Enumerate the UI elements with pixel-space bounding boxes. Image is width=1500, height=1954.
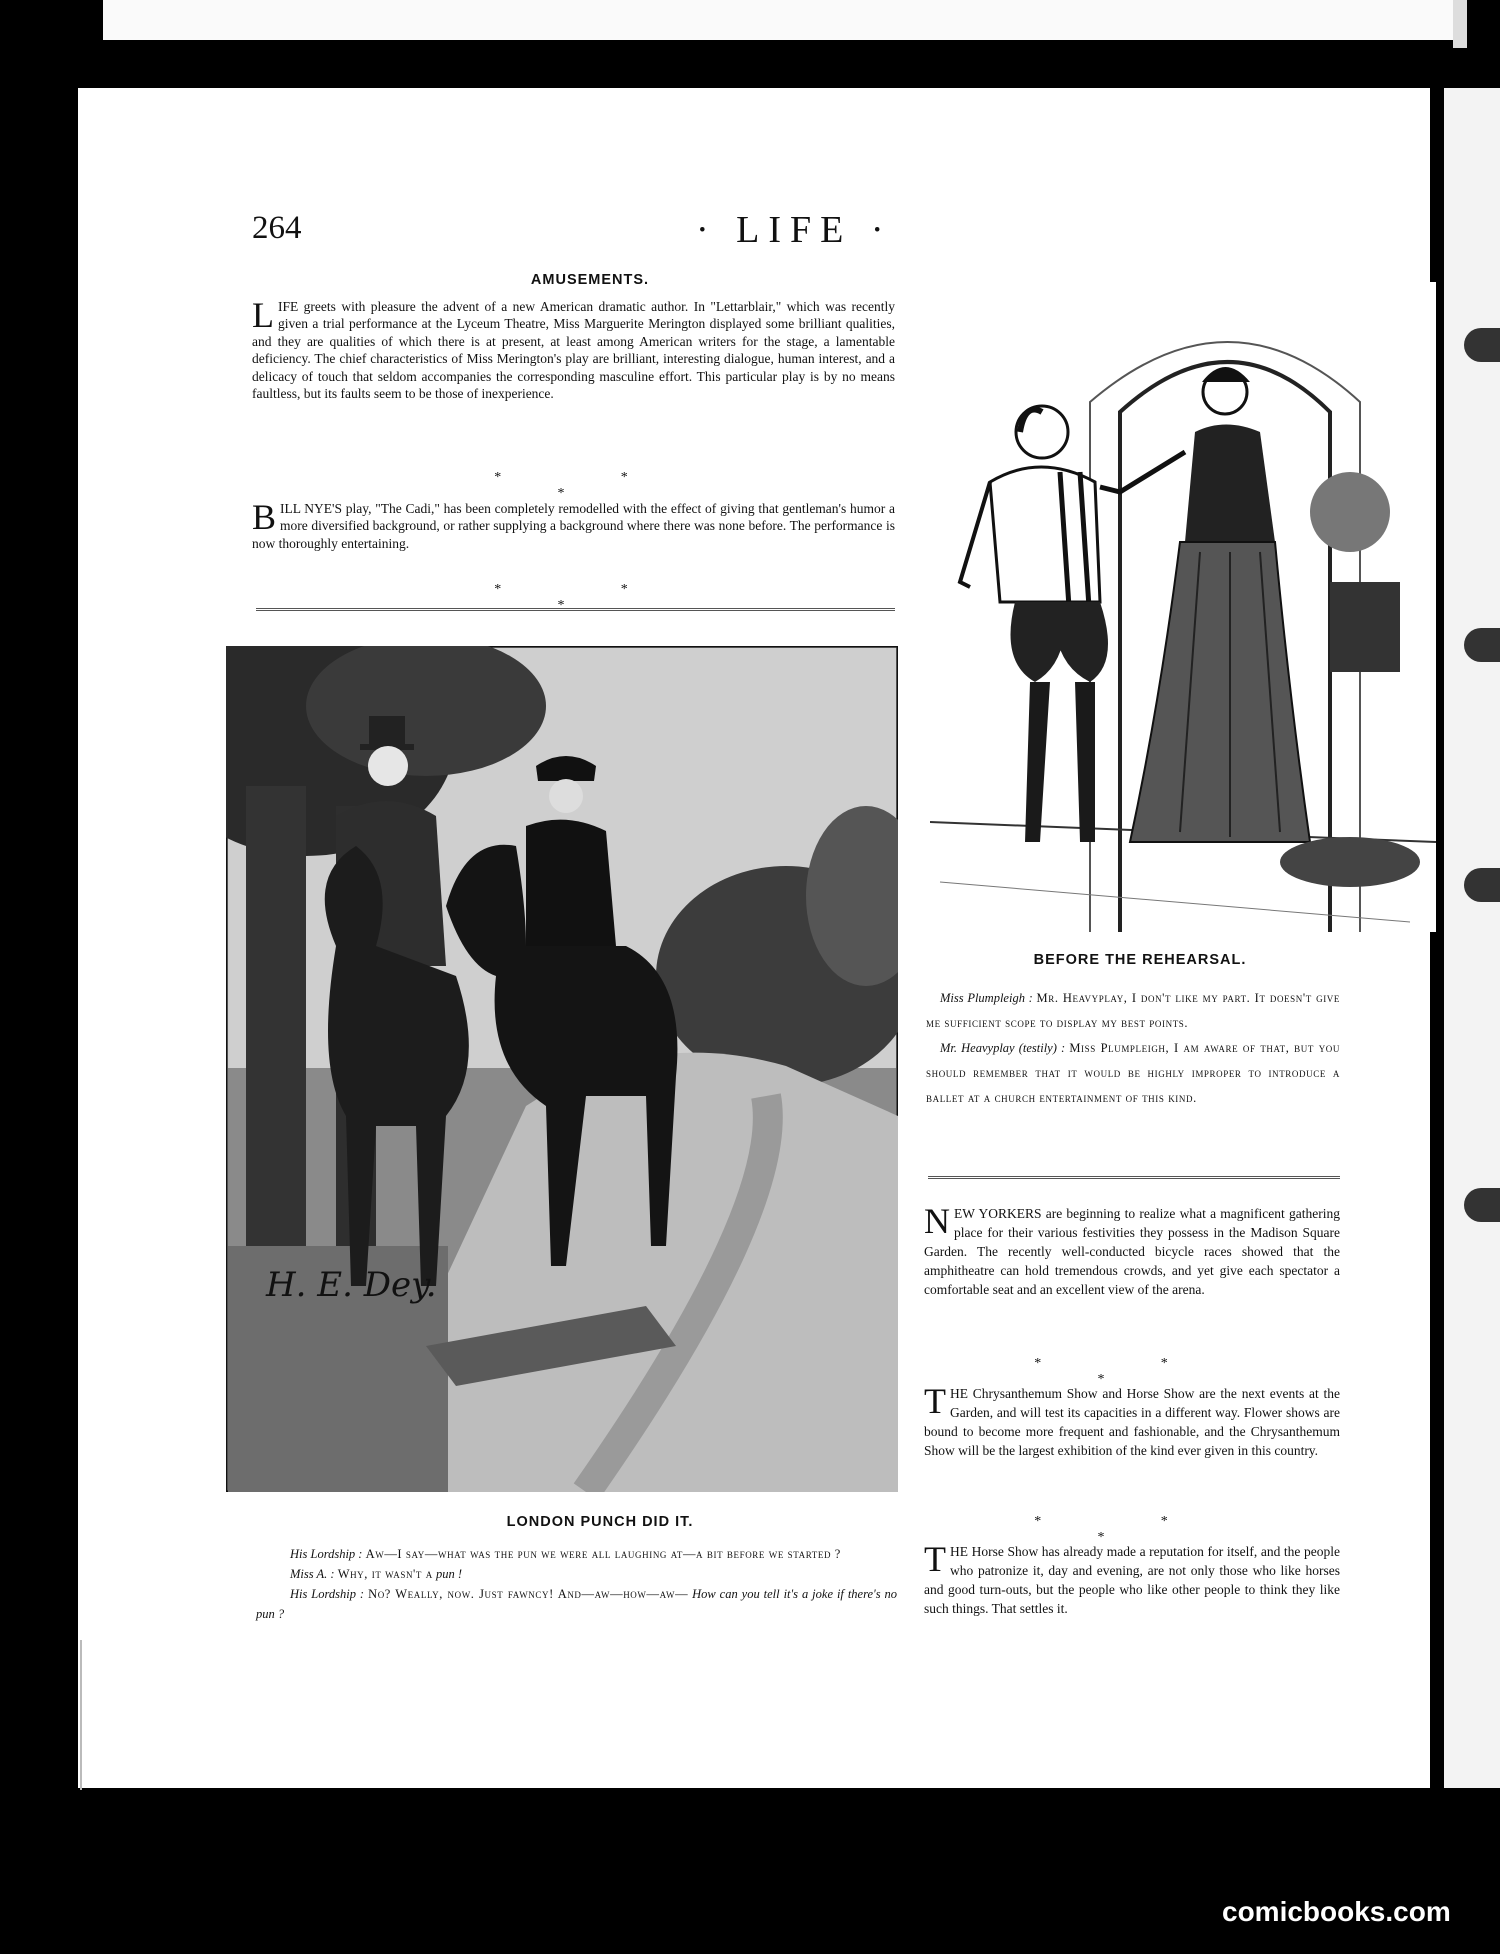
next-page-edge [1444, 88, 1500, 1788]
previous-page-shadow [1453, 0, 1467, 48]
amusements-paragraph-2 [252, 497, 895, 552]
dialogue-line [256, 1544, 897, 1564]
dialogue-speaker: His Lordship : [290, 1587, 365, 1601]
left-cartoon-dialogue [256, 1544, 897, 1624]
dialogue-text: Why, it wasn't a [337, 1567, 433, 1581]
drop-cap: N [924, 1201, 950, 1241]
garden-paragraph-3 [924, 1539, 1340, 1618]
page-number: 264 [252, 210, 302, 246]
paragraph-text: HE Chrysanthemum Show and Horse Show are the next events at the Garden, and will test its capacities in a different way. Flower shows are bound to become more frequent and fashionable, and the Chrysanthemum Show will be the largest exhibition of the kind ever given in this country. [924, 1386, 1340, 1458]
section-separator: * * * [494, 470, 686, 501]
paragraph-text: ILL NYE'S play, "The Cadi," has been completely remodelled with the effect of giving that gentleman's humor a more diversified background, or rather supplying a background where there was none before. The performance is now thoroughly entertaining. [252, 501, 895, 551]
column-rule [256, 608, 895, 611]
paragraph-text: IFE greets with pleasure the advent of a new American dramatic author. In "Lettarblair," which was recently given a trial performance at the Lyceum Theatre, Miss Marguerite Merington displayed some brilliant qualities, and they are qualities of which there is at present, at least among American writers for the stage, a lamentable deficiency. The chief characteristics of Miss Merington's play are brilliant, interesting dialogue, human interest, and a delicacy of touch that seldom accompanies the corresponding masculine effort. This particular play is by no means faultless, but its faults seem to be those of inexperience. [252, 299, 895, 402]
amusements-heading: AMUSEMENTS. [530, 272, 650, 288]
paragraph-text: HE Horse Show has already made a reputation for itself, and the people who patronize it, day and evening, are not only those who like horses and good turn-outs, but the people who like other people to think they like such things. That settles it. [924, 1544, 1340, 1616]
dialogue-speaker: Miss Plumpleigh : [940, 991, 1033, 1005]
dialogue-text: Mr. Heavyplay, I don't like my part. It doesn't give me sufficient scope to display my best points. [926, 991, 1340, 1030]
garden-paragraph-1 [924, 1201, 1340, 1299]
drop-cap: T [924, 1539, 946, 1579]
dialogue-speaker: Miss A. : [290, 1567, 335, 1581]
dialogue-text: No? Weally, now. Just fawncy! And—aw—how—aw— [368, 1587, 689, 1601]
section-separator: * * * [494, 582, 686, 613]
drop-cap: L [252, 295, 274, 335]
dialogue-emphasis: How can you tell it's a joke if there's no pun ? [256, 1587, 898, 1621]
dialogue-line [926, 986, 1340, 1036]
dialogue-line [926, 1036, 1340, 1111]
amusements-paragraph-1 [252, 295, 895, 402]
section-separator: * * * [1034, 1514, 1226, 1545]
dialogue-emphasis: pun ! [435, 1567, 463, 1581]
section-separator: * * * [1034, 1356, 1226, 1387]
right-cartoon-caption: BEFORE THE REHEARSAL. [1033, 952, 1247, 968]
previous-page-edge [103, 0, 1453, 40]
left-cartoon-caption: LONDON PUNCH DID IT. [506, 1514, 694, 1530]
dialogue-speaker: Mr. Heavyplay (testily) : [940, 1041, 1066, 1055]
drop-cap: B [252, 497, 277, 537]
masthead-title: · LIFE · [696, 209, 893, 251]
dialogue-line [256, 1564, 897, 1584]
dialogue-text: Miss Plumpleigh, I am aware of that, but you should remember that it would be highly improper to introduce a ballet at a church entertainment of this kind. [926, 1041, 1340, 1105]
right-cartoon-dialogue [926, 986, 1340, 1111]
dialogue-line [256, 1584, 897, 1624]
garden-paragraph-2 [924, 1381, 1340, 1460]
artist-signature: H. E. Dey. [266, 1265, 437, 1305]
riders-illustration [226, 646, 898, 1492]
dialogue-speaker: His Lordship : [290, 1547, 363, 1561]
rehearsal-illustration [930, 282, 1436, 932]
site-watermark: comicbooks.com [1222, 1896, 1451, 1927]
column-rule [928, 1176, 1340, 1179]
dialogue-text: Aw—I say—what was the pun we were all laughing at—a bit before we started ? [365, 1547, 841, 1561]
paragraph-text: EW YORKERS are beginning to realize what a magnificent gathering place for their various festivities they possess in the Madison Square Garden. The recently well-conducted bicycle races showed that the amphitheatre can hold tremendous crowds, and yet give each spectator a comfortable seat and an excellent view of the arena. [924, 1206, 1340, 1297]
drop-cap: T [924, 1381, 946, 1421]
page-curl-shadow [80, 1640, 102, 1790]
